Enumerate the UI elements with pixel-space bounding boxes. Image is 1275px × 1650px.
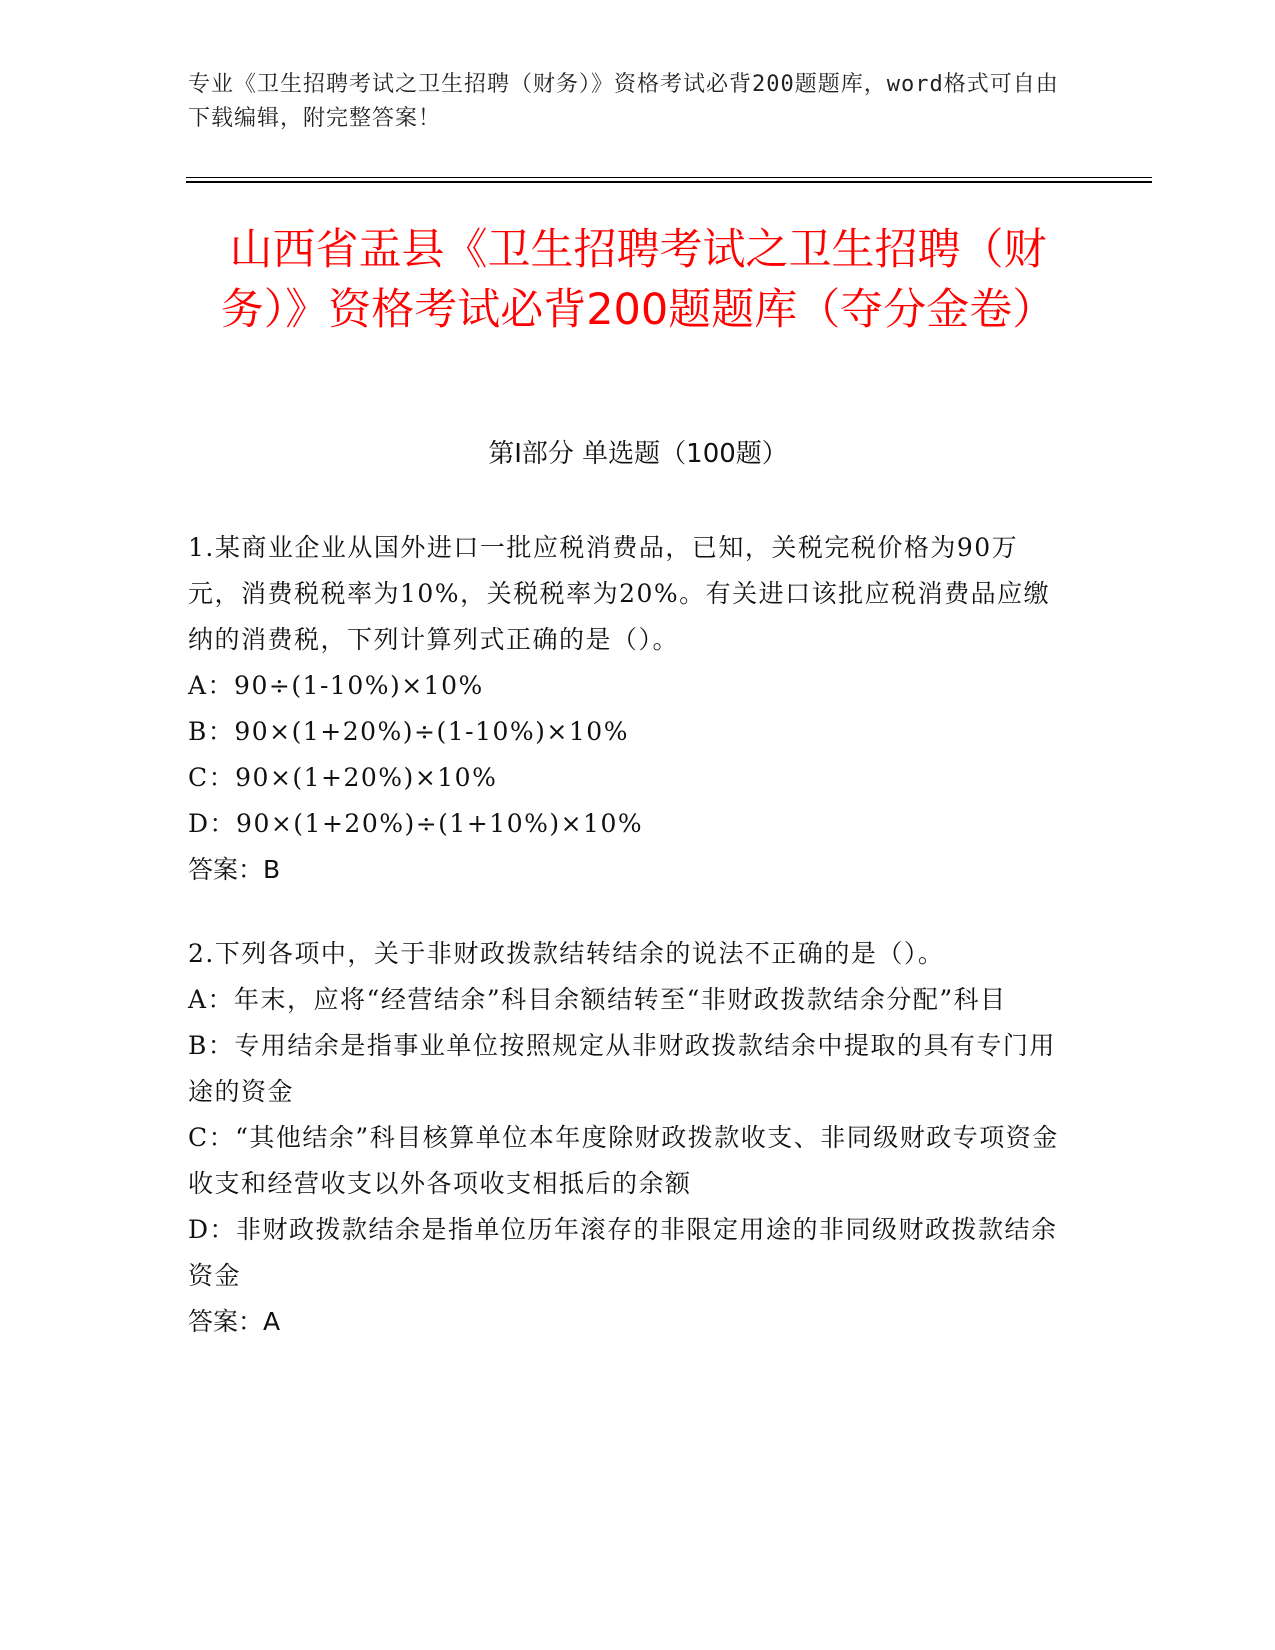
option-b: B：专用结余是指事业单位按照规定从非财政拨款结余中提取的具有专门用途的资金 bbox=[188, 1031, 1056, 1106]
answer: 答案：B bbox=[188, 855, 281, 884]
option-c: C：“其他结余”科目核算单位本年度除财政拨款收支、非同级财政专项资金收支和经营收支以外各项收支相抵后的余额 bbox=[188, 1123, 1059, 1198]
question-stem: 1.某商业企业从国外进口一批应税消费品，已知，关税完税价格为90万元，消费税税率为10%，关税税率为20%。有关进口该批应税消费品应缴纳的消费税，下列计算列式正确的是（）。 bbox=[188, 533, 1051, 654]
option-d: D：90×(1+20%)÷(1+10%)×10% bbox=[188, 809, 644, 838]
header-divider-thin bbox=[186, 177, 1152, 178]
section-title: 第Ⅰ部分 单选题（100题） bbox=[488, 439, 788, 469]
header-note: 专业《卫生招聘考试之卫生招聘（财务）》资格考试必背200题题库，word格式可自由下载编辑，附完整答案！ bbox=[188, 72, 1059, 131]
document-title: 山西省盂县《卫生招聘考试之卫生招聘（财务）》资格考试必背200题题库（夺分金卷） bbox=[220, 225, 1056, 335]
option-c: C：90×(1+20%)×10% bbox=[188, 763, 498, 792]
question-2 bbox=[188, 931, 1068, 1345]
option-a: A：90÷(1-10%)×10% bbox=[188, 671, 484, 700]
question-1 bbox=[188, 525, 1068, 893]
question-list bbox=[188, 525, 1068, 1383]
header-divider-thick bbox=[186, 181, 1152, 183]
option-d: D：非财政拨款结余是指单位历年滚存的非限定用途的非同级财政拨款结余资金 bbox=[188, 1215, 1058, 1290]
option-b: B：90×(1+20%)÷(1-10%)×10% bbox=[188, 717, 629, 746]
option-a: A：年末，应将“经营结余”科目余额结转至“非财政拨款结余分配”科目 bbox=[188, 985, 1007, 1014]
question-stem: 2.下列各项中，关于非财政拨款结转结余的说法不正确的是（）。 bbox=[188, 939, 945, 968]
answer: 答案：A bbox=[188, 1307, 281, 1336]
